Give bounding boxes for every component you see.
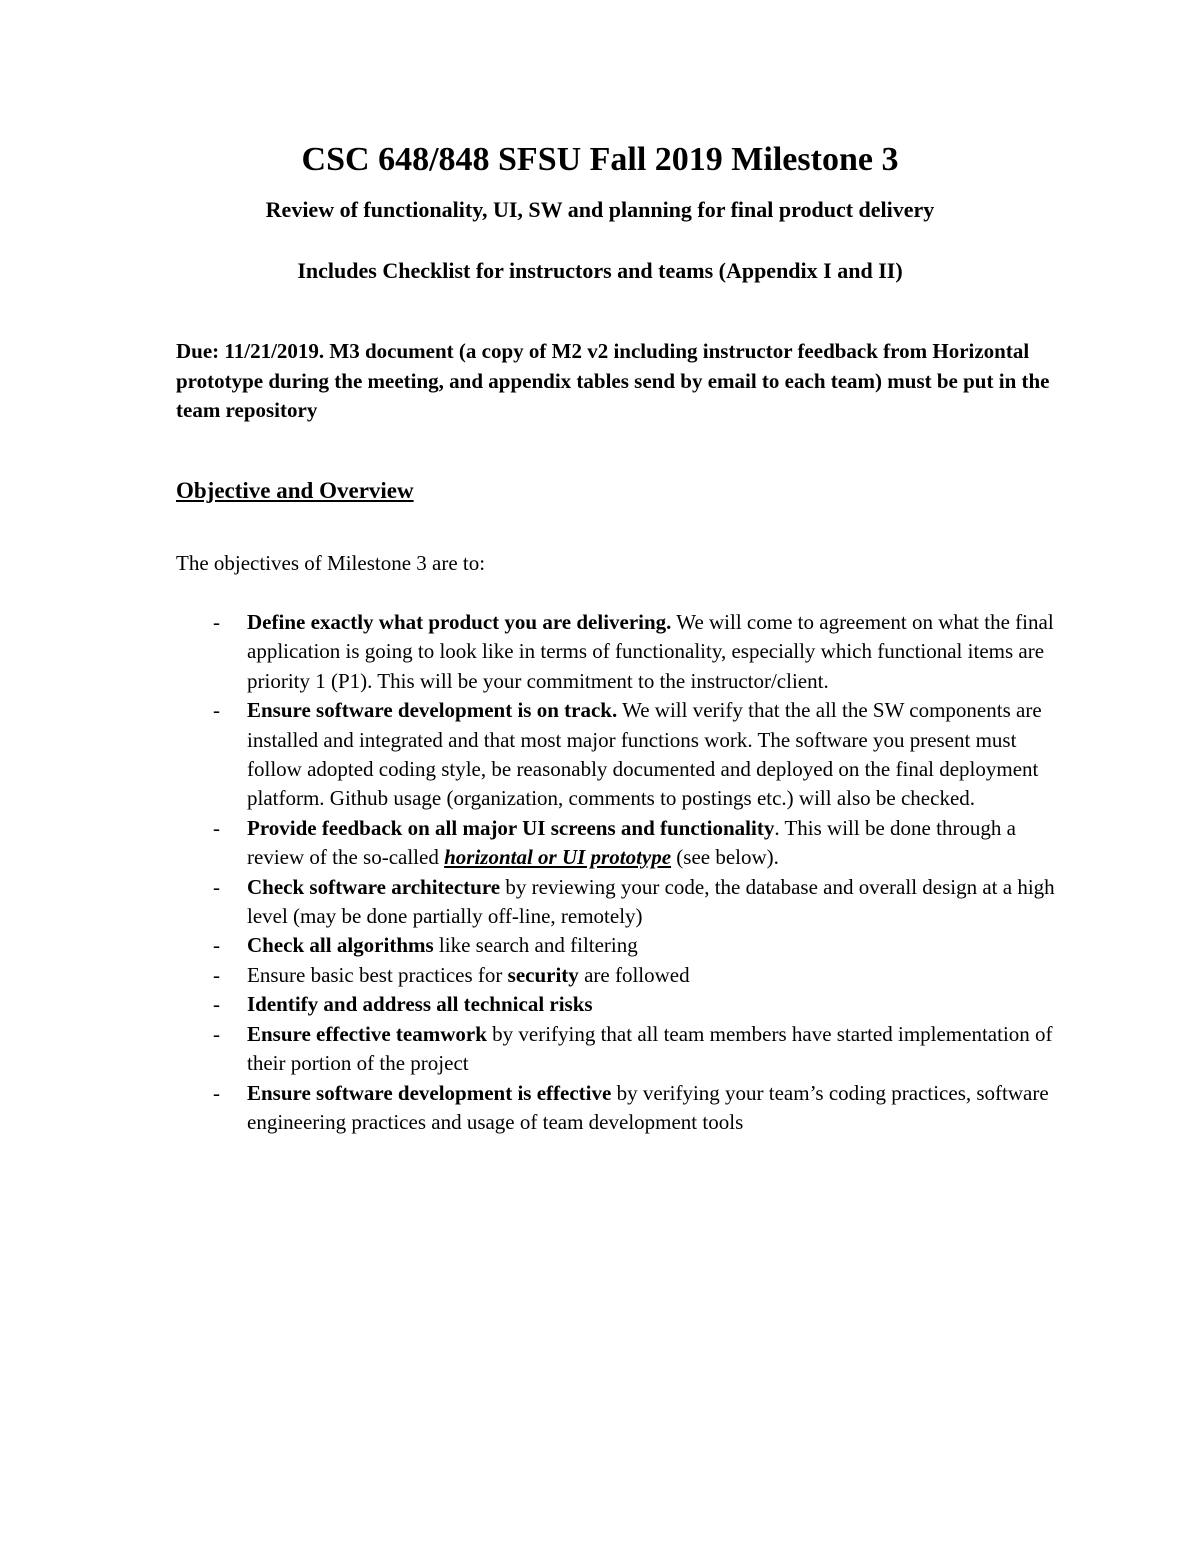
objective-bold: Provide feedback on all major UI screens and functionality [247,815,775,840]
objective-text: by verifying your team’s coding practices, software engineering practices and usage of team development tools [247,1080,1049,1134]
objective-bold: Identify and address all technical risks [247,992,593,1017]
objective-text-tail: (see below). [671,845,779,870]
objective-text: are followed [578,962,690,987]
bullet-dash: - [213,815,220,840]
objective-item [176,931,1076,960]
bullet-dash: - [213,874,220,899]
objective-bold: Define exactly what product you are delivering. [247,610,672,634]
objective-text-pre: Ensure basic best practices for [247,962,508,987]
objective-bold: Ensure software development is on track. [247,698,618,723]
objective-text: We will verify that the all the SW components are installed and integrated and that most major functions work. The software you present must follow adopted coding style, be reasonably documented and deployed on the final deployment platform. Github usage (organization, comments to postings etc.) will also be checked. [247,698,1042,811]
objective-item [176,814,1076,873]
objective-text: We will come to agreement on what the final application is going to look like in terms of functionality, especially which functional items are priority 1 (P1). This will be your commitment to the instructor/client. [247,610,1054,693]
objective-bold: Check all algorithms [247,933,434,958]
bullet-dash: - [213,610,220,634]
objectives-list [176,608,1076,1137]
document-title: CSC 648/848 SFSU Fall 2019 Milestone 3 [301,141,899,178]
objective-text: by verifying that all team members have started implementation of their portion of the project [247,1021,1053,1076]
objective-bold: security [507,962,579,987]
bullet-dash: - [213,698,220,723]
bullet-dash: - [213,992,220,1017]
objective-item [176,961,1076,990]
objective-item [176,1079,1076,1138]
objective-bold: Check software architecture [247,874,501,899]
objective-item [176,990,1076,1019]
objective-text: by reviewing your code, the database and overall design at a high level (may be done partially off-line, remotely) [247,874,1055,929]
objective-item [176,696,1076,814]
due-paragraph: Due: 11/21/2019. M3 document (a copy of M2 v2 including instructor feedback from Horizontal prototype during the meeting, and appendix tables send by email to each team) must be put in the team repository [176,339,1050,422]
objective-item [176,608,1076,696]
objective-item [176,1020,1076,1079]
section-heading: Objective and Overview [176,478,414,503]
document-subtitle: Review of functionality, UI, SW and planning for final product delivery [265,197,935,222]
objective-item [176,873,1076,932]
objective-bold: Ensure effective teamwork [247,1021,487,1046]
bullet-dash: - [213,933,220,958]
objective-bold: Ensure software development is effective [247,1080,612,1105]
section-intro: The objectives of Milestone 3 are to: [176,551,486,575]
bullet-dash: - [213,1080,220,1105]
bullet-dash: - [213,1021,220,1046]
objective-emphasis: horizontal or UI prototype [444,845,672,870]
objective-text: like search and filtering [433,933,638,958]
checklist-note: Includes Checklist for instructors and teams (Appendix I and II) [297,258,903,283]
bullet-dash: - [213,962,220,987]
objective-text: . This will be done through a review of the so-called [247,815,1017,870]
